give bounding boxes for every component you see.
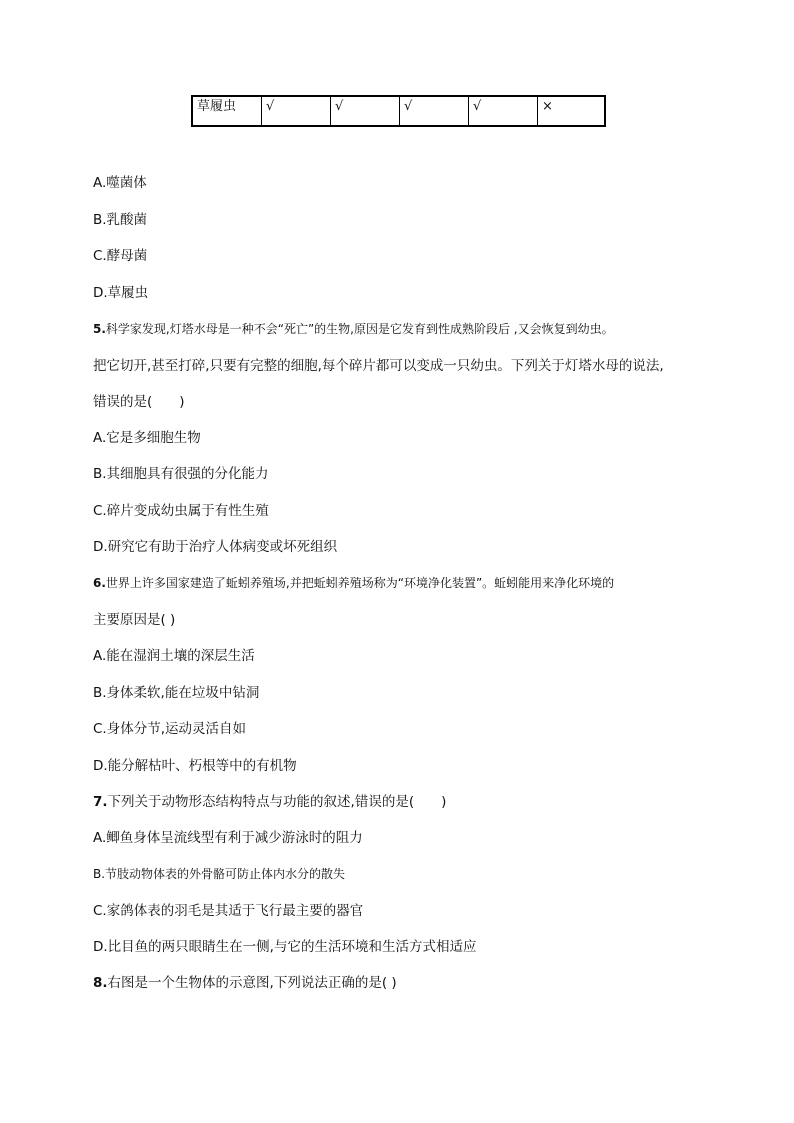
q5-option-b: B.其细胞具有很强的分化能力 — [93, 466, 269, 482]
table-row — [192, 96, 605, 126]
q7-option-c: C.家鸽体表的羽毛是其适于飞行最主要的器官 — [93, 903, 364, 919]
q7-option-d: D.比目鱼的两只眼睛生在一侧,与它的生活环境和生活方式相适应 — [93, 939, 477, 955]
q7-stem-line1: 7.下列关于动物形态结构特点与功能的叙述,错误的是( ) — [93, 794, 447, 810]
q7-number: 7. — [93, 794, 108, 810]
table-cell: × — [538, 96, 606, 126]
q7-option-a: A.鲫鱼身体呈流线型有利于减少游泳时的阻力 — [93, 830, 363, 846]
q5-option-d: D.研究它有助于治疗人体病变或坏死组织 — [93, 539, 338, 555]
q7-option-b: B.节肢动物体表的外骨骼可防止体内水分的散失 — [93, 867, 346, 881]
q8-number: 8. — [93, 975, 108, 991]
q4-option-c: C.酵母菌 — [93, 248, 148, 264]
table-cell: √ — [262, 96, 331, 126]
table-cell: √ — [469, 96, 538, 126]
table-cell: √ — [331, 96, 400, 126]
q5-number: 5. — [93, 322, 106, 336]
q6-option-d: D.能分解枯叶、朽根等中的有机物 — [93, 758, 297, 774]
q5-stem-line1: 5.科学家发现,灯塔水母是一种不会“死亡”的生物,原因是它发育到性成熟阶段后 ,又会恢复到幼虫。 — [93, 322, 614, 336]
q5-option-a: A.它是多细胞生物 — [93, 430, 201, 446]
q6-stem-line1: 6.世界上许多国家建造了蚯蚓养殖场,并把蚯蚓养殖场称为“环境净化装置”。蚯蚓能用来净化环境的 — [93, 576, 615, 590]
q5-stem-line3: 错误的是( ) — [93, 394, 185, 410]
q4-option-d: D.草履虫 — [93, 285, 149, 301]
q5-stem-line2: 把它切开,甚至打碎,只要有完整的细胞,每个碎片都可以变成一只幼虫。下列关于灯塔水母的说法, — [93, 358, 664, 374]
q6-option-c: C.身体分节,运动灵活自如 — [93, 721, 247, 737]
q6-number: 6. — [93, 576, 106, 590]
classification-table — [191, 95, 606, 127]
q4-option-b: B.乳酸菌 — [93, 212, 148, 228]
q6-option-a: A.能在湿润土壤的深层生活 — [93, 648, 255, 664]
table-cell-organism: 草履虫 — [192, 96, 262, 126]
q5-option-c: C.碎片变成幼虫属于有性生殖 — [93, 503, 269, 519]
q4-option-a: A.噬菌体 — [93, 175, 147, 191]
table-cell: √ — [400, 96, 469, 126]
q6-stem-line2: 主要原因是( ) — [93, 612, 176, 628]
q6-option-b: B.身体柔软,能在垃圾中钻洞 — [93, 685, 260, 701]
q8-stem-line1: 8.右图是一个生物体的示意图,下列说法正确的是( ) — [93, 975, 397, 991]
